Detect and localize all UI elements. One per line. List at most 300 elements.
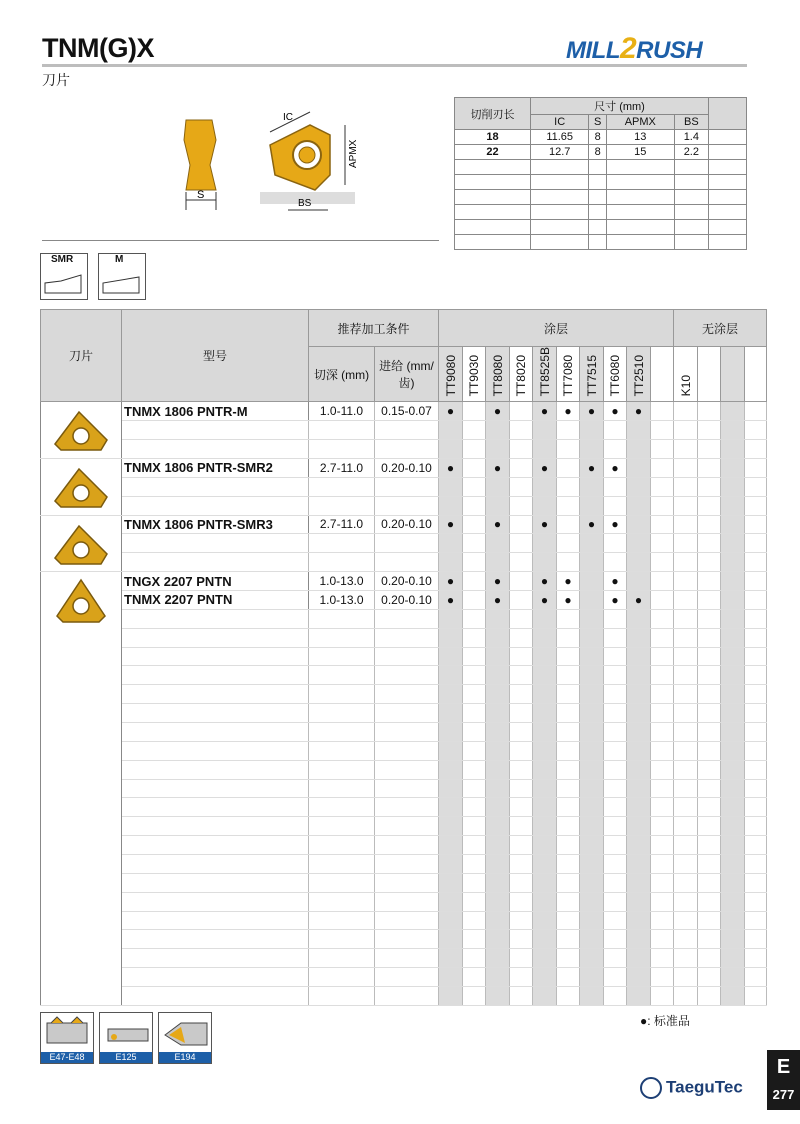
grade-cell: [557, 873, 580, 892]
grade-cell: [604, 854, 627, 873]
grade-cell: [721, 911, 745, 930]
grade-cell: [698, 421, 721, 440]
empty-cell: [375, 873, 439, 892]
empty-cell: [309, 987, 375, 1006]
grade-cell: [721, 440, 745, 459]
grade-cell: [439, 440, 463, 459]
grade-cell: [745, 817, 767, 836]
grade-cell: [698, 741, 721, 760]
empty-cell: [375, 647, 439, 666]
grade-cell: [463, 911, 486, 930]
grade-cell: [463, 496, 486, 515]
grade-cell: [557, 779, 580, 798]
empty-cell: [375, 779, 439, 798]
grade-cell: [439, 628, 463, 647]
grade-cell: [486, 892, 510, 911]
col-model: 型号: [122, 310, 309, 402]
grade-cell: [674, 892, 698, 911]
grade-cell: [627, 477, 651, 496]
empty-cell: [122, 628, 309, 647]
grade-cell: [745, 572, 767, 591]
depth-cell: 2.7-11.0: [309, 458, 375, 477]
empty-cell: [122, 496, 309, 515]
grade-cell: [745, 741, 767, 760]
grade-cell: [651, 609, 674, 628]
empty-cell: [309, 722, 375, 741]
grade-cell: [463, 458, 486, 477]
grade-cell: [463, 722, 486, 741]
table-row: [41, 572, 767, 591]
grade-cell: [721, 590, 745, 609]
grade-cell: [604, 666, 627, 685]
grade-cell: [580, 496, 604, 515]
grade-cell: [439, 477, 463, 496]
grade-cell: [721, 402, 745, 421]
grade-cell: [463, 666, 486, 685]
grade-cell: [674, 458, 698, 477]
taegutec-emblem-icon: [640, 1077, 662, 1099]
grade-header-empty: [651, 347, 674, 402]
grade-cell: [557, 609, 580, 628]
grade-cell: [674, 798, 698, 817]
grade-cell: [510, 628, 533, 647]
grade-cell: [721, 647, 745, 666]
grade-cell: [604, 628, 627, 647]
empty-cell: [309, 477, 375, 496]
grade-cell: ●: [557, 590, 580, 609]
grade-cell: [580, 666, 604, 685]
table-row-empty: [41, 553, 767, 572]
grade-cell: [745, 421, 767, 440]
grade-header-empty: [698, 347, 721, 402]
empty-cell: [122, 666, 309, 685]
grade-cell: ●: [486, 458, 510, 477]
grade-header: TT7080: [557, 347, 580, 402]
grade-cell: [580, 440, 604, 459]
grade-cell: [674, 515, 698, 534]
dim-cell: 1.4: [674, 130, 708, 145]
grade-cell: [486, 609, 510, 628]
grade-header: K10: [674, 347, 698, 402]
grade-cell: [745, 496, 767, 515]
grade-cell: [745, 930, 767, 949]
table-row-empty: [41, 968, 767, 987]
grade-cell: [698, 704, 721, 723]
grade-cell: [533, 477, 557, 496]
grade-cell: [674, 836, 698, 855]
model-cell: TNMX 1806 PNTR-SMR2: [122, 458, 309, 477]
grade-cell: [439, 685, 463, 704]
grade-header: TT6080: [604, 347, 627, 402]
grade-cell: [604, 609, 627, 628]
grade-cell: [627, 572, 651, 591]
table-row-empty: [41, 911, 767, 930]
chipbreaker-smr-icon: SMR: [40, 253, 88, 300]
legend-standard: ●: 标准品: [640, 1014, 690, 1028]
insert-dimension-diagram: [170, 100, 440, 220]
grade-cell: [721, 628, 745, 647]
grade-cell: [510, 440, 533, 459]
grade-cell: [651, 779, 674, 798]
grade-cell: [604, 817, 627, 836]
grade-header-empty: [721, 347, 745, 402]
grade-cell: [463, 930, 486, 949]
grade-cell: [463, 779, 486, 798]
depth-cell: 1.0-11.0: [309, 402, 375, 421]
grade-cell: [627, 553, 651, 572]
grade-cell: [745, 628, 767, 647]
grade-cell: [721, 987, 745, 1006]
dim-cell: 8: [589, 130, 607, 145]
grade-header: TT2510: [627, 347, 651, 402]
grade-cell: [627, 515, 651, 534]
page-subtitle: 刀片: [42, 72, 70, 88]
grade-cell: [510, 873, 533, 892]
grade-cell: [486, 477, 510, 496]
col-depth: 切深 (mm): [309, 347, 375, 402]
grade-cell: [627, 930, 651, 949]
table-row-empty: [41, 496, 767, 515]
insert-image-cell: [41, 402, 122, 459]
grade-cell: [604, 873, 627, 892]
grade-cell: [510, 704, 533, 723]
grade-cell: [557, 949, 580, 968]
grade-cell: [651, 553, 674, 572]
empty-cell: [375, 722, 439, 741]
empty-cell: [122, 892, 309, 911]
empty-cell: [309, 836, 375, 855]
chipbreaker-m-icon: M: [98, 253, 146, 300]
grade-cell: [604, 440, 627, 459]
grade-cell: [651, 628, 674, 647]
grade-cell: ●: [627, 590, 651, 609]
grade-cell: [580, 911, 604, 930]
grade-cell: [745, 553, 767, 572]
grade-cell: [463, 817, 486, 836]
grade-cell: [557, 760, 580, 779]
grade-cell: [486, 760, 510, 779]
dim-cell: 2.2: [674, 145, 708, 160]
grade-cell: [510, 892, 533, 911]
grade-cell: [557, 647, 580, 666]
grade-cell: [698, 854, 721, 873]
grade-cell: [674, 572, 698, 591]
empty-cell: [309, 968, 375, 987]
grade-cell: ●: [604, 402, 627, 421]
table-row-empty: [41, 722, 767, 741]
grade-cell: [486, 779, 510, 798]
grade-cell: [557, 496, 580, 515]
table-row-empty: [41, 421, 767, 440]
empty-cell: [122, 685, 309, 704]
empty-cell: [375, 666, 439, 685]
grade-cell: [745, 873, 767, 892]
grade-cell: [533, 930, 557, 949]
grade-cell: [557, 892, 580, 911]
empty-cell: [375, 817, 439, 836]
grade-cell: [651, 911, 674, 930]
grade-cell: [557, 741, 580, 760]
grade-cell: [486, 798, 510, 817]
grade-header: TT8080: [486, 347, 510, 402]
table-row-empty: [41, 666, 767, 685]
empty-cell: [375, 440, 439, 459]
grade-cell: [651, 402, 674, 421]
feed-cell: 0.20-0.10: [375, 458, 439, 477]
grade-cell: [439, 911, 463, 930]
grade-cell: [510, 949, 533, 968]
grade-cell: [745, 458, 767, 477]
empty-cell: [122, 534, 309, 553]
grade-cell: [745, 836, 767, 855]
empty-cell: [375, 949, 439, 968]
table-row-empty: [41, 779, 767, 798]
grade-cell: [698, 722, 721, 741]
grade-cell: [674, 402, 698, 421]
grade-cell: [627, 704, 651, 723]
grade-cell: [439, 854, 463, 873]
grade-cell: [510, 798, 533, 817]
grade-cell: [557, 911, 580, 930]
grade-cell: [698, 609, 721, 628]
insert-image-icon: [49, 406, 113, 454]
grade-cell: [627, 628, 651, 647]
col-conditions: 推荐加工条件: [309, 310, 439, 347]
grade-cell: [439, 647, 463, 666]
empty-cell: [375, 930, 439, 949]
grade-cell: [463, 836, 486, 855]
grade-cell: ●: [604, 572, 627, 591]
dim-sub-bs: BS: [674, 115, 708, 130]
grade-cell: [580, 628, 604, 647]
ref-e47-e48[interactable]: E47-E48: [40, 1012, 94, 1064]
grade-cell: [533, 911, 557, 930]
grade-cell: [674, 987, 698, 1006]
grade-cell: [557, 685, 580, 704]
dim-sub-s: S: [589, 115, 607, 130]
insert-image-cell: [41, 572, 122, 1006]
grade-cell: [698, 987, 721, 1006]
dim-sub-apmx: APMX: [606, 115, 674, 130]
grade-cell: [557, 854, 580, 873]
grade-cell: [557, 458, 580, 477]
grade-cell: [580, 798, 604, 817]
grade-cell: [604, 741, 627, 760]
grade-cell: [557, 421, 580, 440]
grade-cell: [486, 704, 510, 723]
grade-cell: [651, 534, 674, 553]
grade-cell: [533, 949, 557, 968]
grade-cell: [463, 685, 486, 704]
grade-cell: [463, 572, 486, 591]
grade-cell: [745, 440, 767, 459]
grade-cell: [674, 477, 698, 496]
grade-cell: [674, 534, 698, 553]
grade-header: TT7515: [580, 347, 604, 402]
grade-header: TT9030: [463, 347, 486, 402]
grade-cell: [439, 873, 463, 892]
grade-cell: [604, 968, 627, 987]
grade-cell: [486, 666, 510, 685]
grade-cell: [463, 628, 486, 647]
feed-cell: 0.20-0.10: [375, 590, 439, 609]
grade-cell: ●: [439, 590, 463, 609]
grade-cell: [557, 440, 580, 459]
grade-cell: [745, 949, 767, 968]
grade-cell: [745, 590, 767, 609]
empty-cell: [375, 892, 439, 911]
empty-cell: [122, 722, 309, 741]
grade-cell: [721, 477, 745, 496]
empty-cell: [309, 854, 375, 873]
grade-cell: [721, 836, 745, 855]
grade-cell: [510, 553, 533, 572]
grade-cell: [604, 779, 627, 798]
empty-cell: [122, 817, 309, 836]
grade-cell: [651, 968, 674, 987]
grade-cell: [698, 911, 721, 930]
grade-cell: [651, 477, 674, 496]
grade-cell: [580, 987, 604, 1006]
ref-e125[interactable]: E125: [99, 1012, 153, 1064]
grade-cell: [510, 968, 533, 987]
grade-cell: [510, 779, 533, 798]
grade-cell: [510, 572, 533, 591]
grade-cell: [463, 854, 486, 873]
grade-cell: [674, 440, 698, 459]
table-row-empty: [41, 741, 767, 760]
grade-cell: [651, 854, 674, 873]
grade-cell: [580, 930, 604, 949]
grade-cell: [604, 496, 627, 515]
grade-cell: [463, 987, 486, 1006]
table-row-empty: [41, 760, 767, 779]
grade-cell: [533, 779, 557, 798]
grade-cell: [533, 628, 557, 647]
grade-cell: [557, 798, 580, 817]
grade-cell: [463, 440, 486, 459]
insert-image-icon: [49, 576, 113, 624]
grade-cell: [745, 609, 767, 628]
dim-col-cut: 切削刃长: [455, 98, 531, 130]
grade-cell: [721, 741, 745, 760]
empty-cell: [309, 609, 375, 628]
grade-cell: [651, 741, 674, 760]
dim-sub-ic: IC: [531, 115, 589, 130]
grade-cell: [533, 440, 557, 459]
table-row-empty: [41, 987, 767, 1006]
grade-cell: [674, 779, 698, 798]
grade-cell: [510, 836, 533, 855]
grade-cell: [580, 609, 604, 628]
grade-cell: [533, 704, 557, 723]
grade-cell: [721, 873, 745, 892]
grade-cell: [674, 873, 698, 892]
ref-e194[interactable]: E194: [158, 1012, 212, 1064]
grade-cell: [745, 685, 767, 704]
empty-cell: [375, 836, 439, 855]
grade-cell: [510, 421, 533, 440]
grade-cell: [533, 892, 557, 911]
grade-cell: [533, 722, 557, 741]
grade-cell: [627, 421, 651, 440]
grade-header: TT8525B: [533, 347, 557, 402]
grade-cell: [698, 779, 721, 798]
empty-cell: [122, 968, 309, 987]
diagram-label-ic: IC: [283, 112, 293, 123]
grade-cell: [627, 741, 651, 760]
grade-cell: [510, 515, 533, 534]
grade-cell: [557, 553, 580, 572]
grade-cell: [533, 873, 557, 892]
dim-cell: 15: [606, 145, 674, 160]
insert-grade-table: [40, 309, 767, 1006]
grade-cell: [651, 836, 674, 855]
grade-cell: [604, 911, 627, 930]
dim-cell: 11.65: [531, 130, 589, 145]
grade-cell: [439, 741, 463, 760]
empty-cell: [122, 949, 309, 968]
grade-cell: [557, 628, 580, 647]
grade-cell: [604, 553, 627, 572]
grade-cell: [439, 836, 463, 855]
grade-cell: [604, 704, 627, 723]
grade-cell: [510, 685, 533, 704]
grade-cell: [486, 873, 510, 892]
grade-cell: [721, 798, 745, 817]
empty-cell: [375, 553, 439, 572]
grade-cell: [745, 779, 767, 798]
table-row-empty: [41, 440, 767, 459]
insert-image-icon: [49, 520, 113, 568]
grade-cell: [651, 666, 674, 685]
grade-cell: [510, 854, 533, 873]
grade-cell: [604, 892, 627, 911]
grade-cell: [745, 704, 767, 723]
model-cell: TNMX 2207 PNTN: [122, 590, 309, 609]
grade-cell: [463, 421, 486, 440]
grade-cell: [439, 722, 463, 741]
grade-cell: [745, 854, 767, 873]
grade-cell: [463, 741, 486, 760]
grade-cell: [698, 647, 721, 666]
grade-cell: [486, 685, 510, 704]
diagram-label-apmx: APMX: [348, 139, 359, 168]
grade-cell: [745, 987, 767, 1006]
grade-cell: [580, 873, 604, 892]
grade-cell: [486, 949, 510, 968]
grade-cell: [721, 854, 745, 873]
grade-cell: [745, 911, 767, 930]
dim-cell: 13: [606, 130, 674, 145]
empty-cell: [309, 779, 375, 798]
empty-cell: [375, 704, 439, 723]
company-logo: TaeguTec: [640, 1077, 743, 1099]
empty-cell: [375, 854, 439, 873]
dim-cell: 22: [455, 145, 531, 160]
grade-cell: [463, 798, 486, 817]
dim-row: [455, 145, 747, 160]
empty-cell: [375, 685, 439, 704]
grade-cell: [439, 496, 463, 515]
empty-cell: [122, 798, 309, 817]
grade-cell: ●: [580, 402, 604, 421]
grade-cell: [674, 685, 698, 704]
grade-cell: [651, 760, 674, 779]
grade-cell: [604, 836, 627, 855]
grade-cell: [439, 798, 463, 817]
grade-cell: [580, 836, 604, 855]
